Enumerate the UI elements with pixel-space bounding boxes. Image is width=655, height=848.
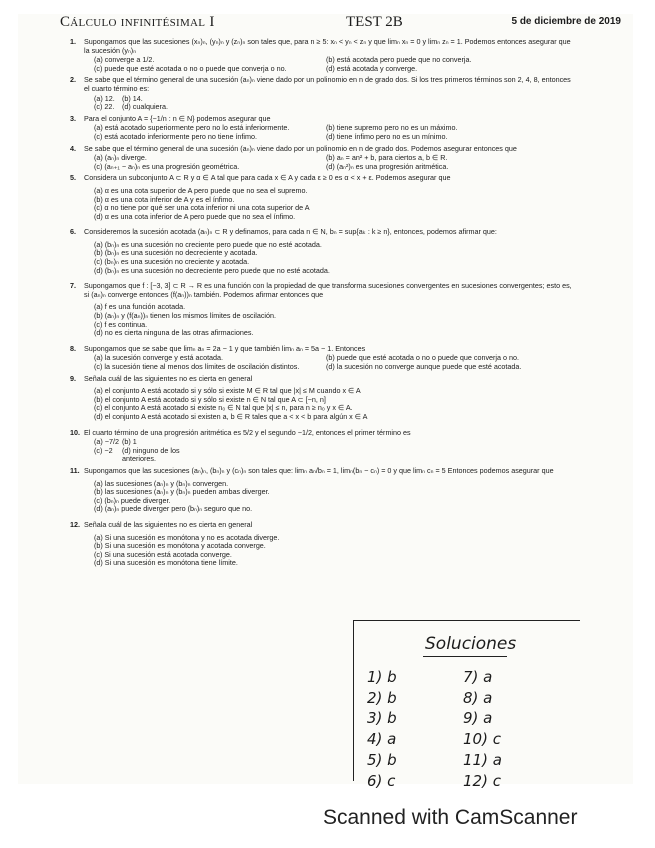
question-stem xyxy=(70,427,572,438)
option-list xyxy=(94,438,214,464)
answer-option: (d) el conjunto A está acotado si existen a, b ∈ R tales que a < x < b para algún x ∈ A xyxy=(94,411,368,421)
option-list xyxy=(84,480,572,514)
answer-option: (d) (bₙ)ₙ es una sucesión no decreciente pero puede que no esté acotada. xyxy=(94,265,330,275)
question-stem xyxy=(70,373,572,384)
answer-option: (c) 22. xyxy=(94,102,115,112)
question-5 xyxy=(70,173,572,221)
answer-option: (d) (aₙ²)ₙ es una progresión aritmética. xyxy=(326,161,449,171)
question-stem xyxy=(70,343,572,354)
question-list xyxy=(70,37,572,575)
option-list xyxy=(84,241,572,275)
question-stem xyxy=(70,113,572,124)
answer-option: (b) 1 xyxy=(122,437,137,447)
option-list xyxy=(94,95,214,112)
answer-option: (b) las sucesiones (aₙ)ₙ y (bₙ)ₙ pueden ambas diverger. xyxy=(94,487,270,497)
answer-option: (a) (bₙ)ₙ es una sucesión no creciente pero puede que no esté acotada. xyxy=(94,239,322,249)
exam-header xyxy=(60,14,621,36)
solution-entry: 5) b xyxy=(367,750,397,769)
answer-option: (b) tiene supremo pero no es un máximo. xyxy=(326,123,458,133)
question-number: 1. xyxy=(70,37,76,46)
answer-option: (c) α no tiene por qué ser una cota inferior ni una cota superior de A xyxy=(94,203,310,213)
option-list xyxy=(94,354,572,371)
question-stem xyxy=(70,227,572,237)
answer-option: (b) aₙ = an² + b, para ciertos a, b ∈ R. xyxy=(326,153,448,163)
question-number: 3. xyxy=(70,113,76,123)
question-text: Se sabe que el término general de una sucesión (aₙ)ₙ viene dado por un polinomio en n de grado dos. Podemos asegurar entonces que xyxy=(84,143,517,153)
question-1 xyxy=(70,37,572,73)
answer-option: (c) (bₙ)ₙ es una sucesión no creciente y acotada. xyxy=(94,257,250,267)
answer-option: (b) (bₙ)ₙ es una sucesión no decreciente y acotada. xyxy=(94,248,258,258)
option-list xyxy=(94,154,572,171)
answer-option: (d) α es una cota inferior de A pero puede que no sea el ínfimo. xyxy=(94,211,296,221)
question-text: El cuarto término de una progresión aritmética es 5/2 y el segundo −1/2, entonces el primer término es xyxy=(84,427,411,437)
question-number: 6. xyxy=(70,227,76,237)
solutions-title-underline xyxy=(423,656,507,657)
answer-option: (c) −2 xyxy=(94,445,113,455)
answer-option: (a) α es una cota superior de A pero puede que no sea el supremo. xyxy=(94,185,308,195)
answer-option: (a) está acotado superiormente pero no lo está inferiormente. xyxy=(94,123,290,133)
question-number: 2. xyxy=(70,75,76,85)
solutions-column-left xyxy=(367,667,447,791)
question-number: 8. xyxy=(70,343,76,353)
question-number: 12. xyxy=(70,519,80,529)
answer-option: (a) las sucesiones (aₙ)ₙ y (bₙ)ₙ convergen. xyxy=(94,478,229,488)
answer-option: (a) −7/2 xyxy=(94,437,119,447)
solution-entry: 2) b xyxy=(367,688,397,707)
question-text: Considera un subconjunto A ⊂ R y α ∈ A tal que para cada x ∈ A y cada ε ≥ 0 es α < x + ε. Podemos asegurar que xyxy=(84,173,451,183)
camscanner-watermark: Scanned with CamScanner xyxy=(323,806,578,829)
answer-option: (d) cualquiera. xyxy=(122,102,168,112)
answer-option: (a) el conjunto A está acotado si y sólo si existe M ∈ R tal que |x| ≤ M cuando x ∈ A xyxy=(94,386,361,396)
answer-option: (d) está acotada y converge. xyxy=(326,63,418,73)
answer-option: (b) α es una cota inferior de A y es el ínfimo. xyxy=(94,194,235,204)
answer-option: (c) f es continua. xyxy=(94,319,148,329)
answer-option: (b) Si una sucesión es monótona y acotada converge. xyxy=(94,541,266,551)
question-text: Consideremos la sucesión acotada (aₙ)ₙ ⊂ R y definamos, para cada n ∈ N, bₙ = sup{aₖ : k ≥ n}, entonces, podemos afirmar que: xyxy=(84,227,497,237)
answer-option: (d) la sucesión no converge aunque puede que esté acotada. xyxy=(326,362,522,371)
question-number: 9. xyxy=(70,373,76,383)
question-number: 5. xyxy=(70,173,76,183)
answer-option: (a) la sucesión converge y está acotada. xyxy=(94,353,224,363)
answer-option: (a) converge a 1/2. xyxy=(94,55,155,65)
question-number: 4. xyxy=(70,143,76,153)
exam-date: 5 de diciembre de 2019 xyxy=(511,16,621,27)
question-6 xyxy=(70,227,572,275)
question-stem xyxy=(70,465,572,476)
question-9 xyxy=(70,373,572,422)
answer-option: (b) está acotada pero puede que no converja. xyxy=(326,55,472,65)
solution-entry: 8) a xyxy=(463,688,493,707)
solution-entry: 11) a xyxy=(463,750,502,769)
question-8 xyxy=(70,343,572,372)
answer-option: (c) (bₙ)ₙ puede diverger. xyxy=(94,495,171,505)
question-stem xyxy=(70,75,572,93)
solution-entry: 4) a xyxy=(367,730,397,749)
question-text: Supongamos que las sucesiones (aₙ)ₙ, (bₙ)ₙ y (cₙ)ₙ son tales que: limₙ aₙ/bₙ = 1, limₙ(bₙ − cₙ) = 0 y que limₙ cₙ = 5 Entonces podemos asegurar que xyxy=(84,465,554,475)
solution-entry: 12) c xyxy=(463,771,501,790)
answer-option: (b) 14. xyxy=(122,93,143,103)
option-list xyxy=(94,124,572,141)
option-list xyxy=(94,56,572,73)
question-text: Para el conjunto A = {−1/n : n ∈ N} podemos asegurar que xyxy=(84,113,271,123)
question-7 xyxy=(70,281,572,338)
question-number: 7. xyxy=(70,281,76,291)
answer-option: (d) tiene ínfimo pero no es un mínimo. xyxy=(326,131,448,141)
question-11 xyxy=(70,465,572,514)
test-title: TEST 2B xyxy=(346,14,403,30)
option-list xyxy=(84,534,572,568)
answer-option: (c) el conjunto A está acotado si existe n₀ ∈ N tal que |x| ≤ n, para n ≥ n₀ y x ∈ A. xyxy=(94,403,353,413)
answer-option: (d) Si una sucesión es monótona tiene límite. xyxy=(94,558,238,568)
answer-option: (d) ninguno de los anteriores. xyxy=(122,445,180,464)
solution-entry: 10) c xyxy=(463,730,501,749)
question-stem xyxy=(70,143,572,154)
course-title: Cálculo infinitésimal I xyxy=(60,14,215,30)
answer-option: (c) puede que esté acotada o no o puede que converja o no. xyxy=(94,63,287,73)
question-number: 11. xyxy=(70,465,80,475)
answer-option: (c) está acotado inferiormente pero no tiene ínfimo. xyxy=(94,131,258,141)
question-text: Supongamos que se sabe que limₙ aₙ = 2a − 1 y que también limₙ aₙ = 5a − 1. Entonces xyxy=(84,343,366,353)
solution-entry: 7) a xyxy=(463,668,493,686)
solutions-title: Soluciones xyxy=(425,634,517,654)
question-text: Señala cuál de las siguientes no es cierta en general xyxy=(84,373,253,383)
question-10 xyxy=(70,427,572,464)
question-text: Se sabe que el término general de una sucesión (aₙ)ₙ viene dado por un polinomio en n de grado dos. Si los tres primeros términos son 2, 4, 8, entonces el cuarto término es: xyxy=(84,75,571,93)
solution-entry: 1) b xyxy=(367,668,397,686)
answer-option: (c) la sucesión tiene al menos dos límites de oscilación distintos. xyxy=(94,362,300,371)
answer-option: (a) Si una sucesión es monótona y no es acotada diverge. xyxy=(94,532,280,542)
question-text: Supongamos que las sucesiones (xₙ)ₙ, (yₙ)ₙ y (zₙ)ₙ son tales que, para n ≥ 5: xₙ < yₙ < zₙ y que limₙ xₙ = 0 y limₙ zₙ = 1. Podemos entonces asegurar que la sucesión (yₙ)ₙ xyxy=(84,37,571,55)
question-number: 10. xyxy=(70,427,80,437)
option-list xyxy=(84,303,572,337)
answer-option: (d) (aₙ)ₙ puede diverger pero (bₙ)ₙ seguro que no. xyxy=(94,504,253,514)
answer-option: (a) (aₙ)ₙ diverge. xyxy=(94,153,147,163)
question-4 xyxy=(70,143,572,172)
answer-option: (a) f es una función acotada. xyxy=(94,302,186,312)
solutions-column-right xyxy=(463,667,543,791)
answer-option: (a) 12. xyxy=(94,93,115,103)
option-list xyxy=(84,387,572,421)
question-stem xyxy=(70,173,572,183)
answer-option: (b) (aₙ)ₙ y (f(aₙ))ₙ tienen los mismos límites de oscilación. xyxy=(94,311,277,321)
solution-entry: 6) c xyxy=(367,771,396,790)
question-text: Señala cuál de las siguientes no es cierta en general xyxy=(84,519,253,529)
question-stem xyxy=(70,37,572,55)
question-stem xyxy=(70,281,572,299)
answer-option: (c) (aₙ₊₁ − aₙ)ₙ es una progresión geométrica. xyxy=(94,161,240,171)
question-2 xyxy=(70,75,572,112)
answer-option: (d) no es cierta ninguna de las otras afirmaciones. xyxy=(94,328,254,338)
answer-option: (b) puede que esté acotada o no o puede que converja o no. xyxy=(326,353,520,363)
solution-entry: 9) a xyxy=(463,709,493,728)
question-stem xyxy=(70,519,572,530)
question-3 xyxy=(70,113,572,142)
answer-option: (c) Si una sucesión está acotada converge. xyxy=(94,549,232,559)
solution-entry: 3) b xyxy=(367,709,397,728)
question-text: Supongamos que f : [−3, 3] ⊂ R → R es una función con la propiedad de que transforma sucesiones convergentes en sucesiones convergentes; esto es, si (aₙ)ₙ converge entonces (f(aₙ))ₙ también. Podemos afirmar entonces que xyxy=(84,281,572,299)
answer-option: (b) el conjunto A está acotado si y sólo si existe n ∈ N tal que A ⊂ [−n, n] xyxy=(94,394,326,404)
option-list xyxy=(84,187,572,221)
question-12 xyxy=(70,519,572,568)
